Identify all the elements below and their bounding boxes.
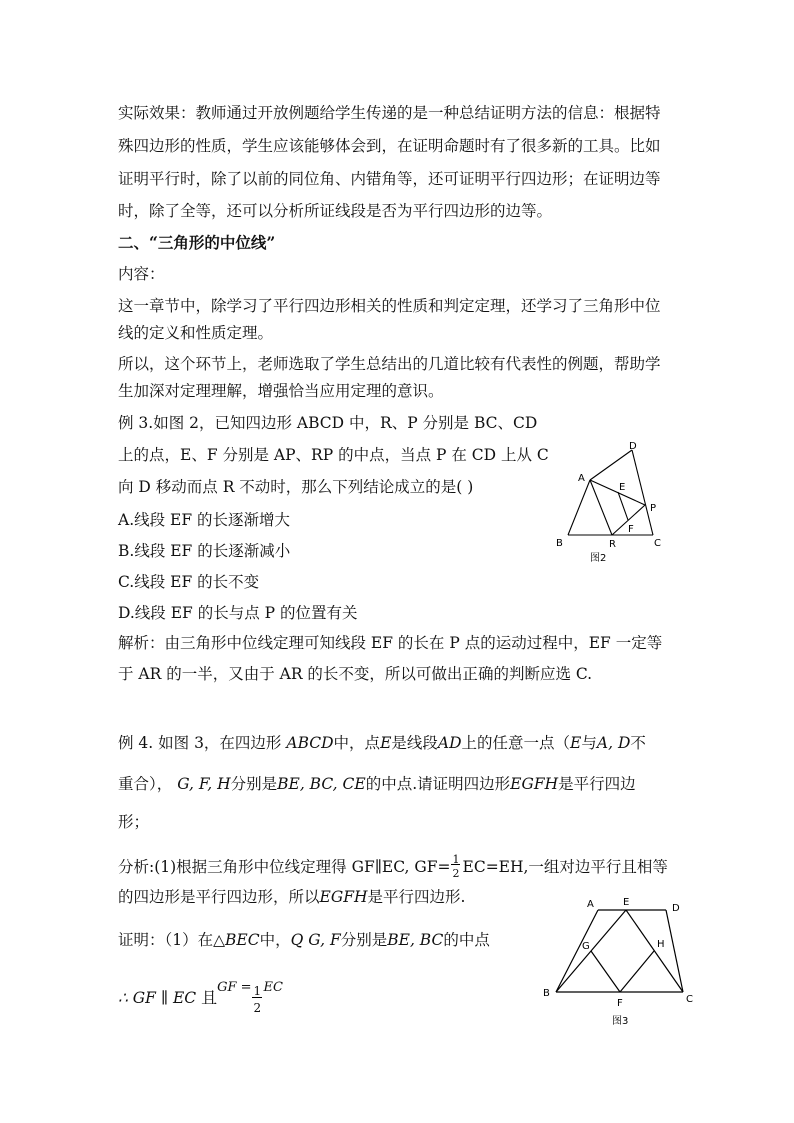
analysis-line: 解析：由三角形中位线定理可知线段 EF 的长在 P 点的运动过程中，EF 一定等 [118, 634, 663, 652]
analysis-line: 于 AR 的一半，又由于 AR 的长不变，所以可做出正确的判断应选 C. [118, 665, 593, 683]
option-b: B.线段 EF 的长逐渐减小 [118, 542, 291, 560]
segment-gf [591, 951, 620, 992]
label-d: D [672, 903, 680, 914]
label-b: B [556, 538, 563, 549]
figure-caption: 图2 [590, 553, 607, 564]
paragraph-line: 殊四边形的性质，学生应该能够体会到，在证明命题时有了很多新的工具。比如 [118, 137, 661, 155]
label-f: F [628, 524, 634, 535]
label-g: G [582, 941, 590, 952]
paragraph-line: 证明平行时，除了以前的同位角、内错角等，还可证明平行四边形；在证明边等 [118, 170, 661, 188]
figure-caption: 图3 [612, 1016, 629, 1027]
edge-da [590, 450, 632, 480]
label-c: C [686, 994, 693, 1005]
label-p: P [650, 503, 657, 514]
example4-line: 形； [118, 813, 150, 831]
proof-line: 证明：（1）在△BEC中，Q G, F分别是BE, BC的中点 [118, 931, 490, 949]
label-b: B [543, 988, 550, 999]
label-h: H [657, 939, 665, 950]
section-heading: 二、“三角形的中位线” [118, 233, 276, 252]
paragraph-line: 所以，这个环节上，老师选取了学生总结出的几道比较有代表性的例题，帮助学 [118, 355, 661, 373]
paragraph-line: 线的定义和性质定理。 [118, 324, 274, 342]
paragraph-line: 时，除了全等，还可以分析所证线段是否为平行四边形的边等。 [118, 202, 553, 220]
option-a: A.线段 EF 的长逐渐增大 [118, 511, 291, 529]
content-label: 内容： [118, 265, 165, 283]
paragraph-line: 实际效果：教师通过开放例题给学生传递的是一种总结证明方法的信息：根据特 [118, 104, 661, 122]
label-f: F [617, 998, 623, 1009]
analysis-line: 的四边形是平行四边形，所以EGFH是平行四边形. [118, 888, 466, 906]
example3-line: 上的点，E、F 分别是 AP、RP 的中点，当点 P 在 CD 上从 C [118, 446, 549, 464]
analysis-line: 分析:(1)根据三角形中位线定理得 GF∥EC, GF= 1 2 EC=EH,一组对边平行且相等 [118, 853, 668, 880]
label-a: A [578, 473, 585, 484]
label-e: E [623, 897, 630, 908]
figure-3 [538, 893, 698, 1028]
paragraph-line: 生加深对定理理解，增强恰当应用定理的意识。 [118, 382, 444, 400]
label-r: R [609, 539, 616, 550]
example3-line: 向 D 移动而点 R 不动时，那么下列结论成立的是( ) [118, 478, 474, 496]
example3-line: 例 3.如图 2，已知四边形 ABCD 中，R、P 分别是 BC、CD [118, 414, 538, 432]
edge-ab [568, 480, 590, 535]
example4-line: 重合）， G, F, H分别是BE, BC, CE的中点.请证明四边形EGFH是平行四边 [118, 775, 636, 793]
option-c: C.线段 EF 的长不变 [118, 573, 260, 591]
label-e: E [619, 482, 626, 493]
example4-line: 例 4. 如图 3，在四边形 ABCD中，点E是线段AD上的任意一点（E与A, D不 [118, 734, 646, 752]
label-c: C [654, 538, 661, 549]
paragraph-line: 这一章节中，除学习了平行四边形相关的性质和判定定理，还学习了三角形中位 [118, 297, 661, 315]
label-d: D [629, 441, 637, 452]
option-d: D.线段 EF 的长与点 P 的位置有关 [118, 604, 358, 622]
label-a: A [587, 899, 594, 910]
segment-fh [620, 951, 654, 992]
edge-cd [632, 450, 653, 535]
proof-line: ∴ GF ∥ EC 且$^{GF =}$ $\frac{1}{2}$ $^{EC}$ [118, 980, 283, 1015]
figure-2 [548, 438, 678, 568]
